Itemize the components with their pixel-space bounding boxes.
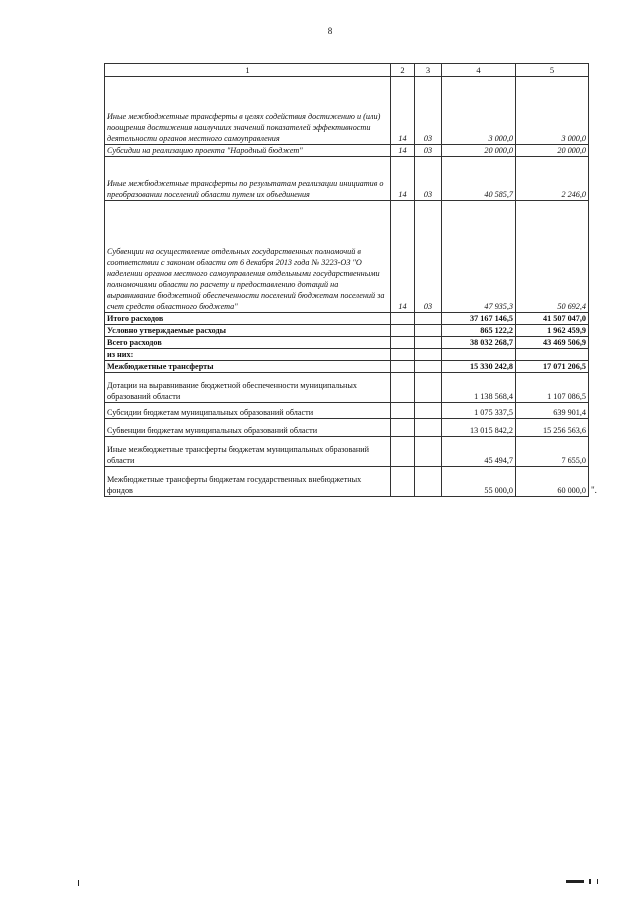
- row-value-year1: 38 032 268,7: [442, 337, 516, 349]
- row-description: Межбюджетные трансферты бюджетам государственных внебюджетных фондов: [105, 467, 391, 497]
- table-row: [105, 467, 589, 497]
- scan-mark: [78, 880, 79, 886]
- row-description: Межбюджетные трансферты: [105, 361, 391, 373]
- row-subsection-code: [415, 361, 442, 373]
- header-cell: 4: [442, 64, 516, 77]
- row-description: Всего расходов: [105, 337, 391, 349]
- table-header-row: [105, 64, 589, 77]
- row-subsection-code: [415, 437, 442, 467]
- row-value-year1: 55 000,0: [442, 467, 516, 497]
- row-value-year1: 865 122,2: [442, 325, 516, 337]
- row-description: Иные межбюджетные трансферты по результатам реализации инициатив о преобразовании поселений области путем их объединения: [105, 157, 391, 201]
- row-section-code: [391, 313, 415, 325]
- row-section-code: [391, 419, 415, 437]
- row-section-code: [391, 467, 415, 497]
- row-value-year2: 7 655,0: [516, 437, 589, 467]
- row-value-year2: 60 000,0: [516, 467, 589, 497]
- budget-table: [104, 63, 589, 497]
- row-value-year2: 3 000,0: [516, 77, 589, 145]
- row-subsection-code: [415, 337, 442, 349]
- row-section-code: 14: [391, 157, 415, 201]
- row-description: Дотации на выравнивание бюджетной обеспеченности муниципальных образований области: [105, 373, 391, 403]
- row-description: Условно утверждаемые расходы: [105, 325, 391, 337]
- row-subsection-code: [415, 467, 442, 497]
- table-row: [105, 361, 589, 373]
- row-description: Субсидии бюджетам муниципальных образований области: [105, 403, 391, 419]
- table-row: [105, 157, 589, 201]
- table-row: [105, 145, 589, 157]
- scan-mark: [589, 879, 591, 884]
- closing-quote-mark: ".: [591, 485, 597, 495]
- row-value-year1: 15 330 242,8: [442, 361, 516, 373]
- page-number: 8: [327, 26, 333, 36]
- row-description: из них:: [105, 349, 391, 361]
- row-value-year2: 43 469 506,9: [516, 337, 589, 349]
- row-description: Субсидии на реализацию проекта "Народный бюджет": [105, 145, 391, 157]
- row-description: Иные межбюджетные трансферты в целях содействия достижению и (или) поощрения достижения наилучших значений показателей эффективности деятельности органов местного самоуправления: [105, 77, 391, 145]
- row-section-code: [391, 373, 415, 403]
- row-subsection-code: 03: [415, 157, 442, 201]
- row-subsection-code: 03: [415, 201, 442, 313]
- row-description: Итого расходов: [105, 313, 391, 325]
- header-cell: 2: [391, 64, 415, 77]
- row-value-year1: 47 935,3: [442, 201, 516, 313]
- row-description: Иные межбюджетные трансферты бюджетам муниципальных образований области: [105, 437, 391, 467]
- row-subsection-code: 03: [415, 145, 442, 157]
- row-section-code: [391, 437, 415, 467]
- row-subsection-code: [415, 403, 442, 419]
- row-subsection-code: [415, 419, 442, 437]
- scan-mark: [566, 880, 584, 883]
- row-section-code: [391, 361, 415, 373]
- row-section-code: [391, 337, 415, 349]
- row-value-year2: 50 692,4: [516, 201, 589, 313]
- row-value-year2: 15 256 563,6: [516, 419, 589, 437]
- row-value-year1: 1 138 568,4: [442, 373, 516, 403]
- row-section-code: 14: [391, 201, 415, 313]
- row-value-year2: 1 962 459,9: [516, 325, 589, 337]
- table-row: [105, 403, 589, 419]
- row-value-year2: [516, 349, 589, 361]
- row-value-year1: 45 494,7: [442, 437, 516, 467]
- row-section-code: 14: [391, 77, 415, 145]
- table-row: [105, 77, 589, 145]
- row-description: Субвенции бюджетам муниципальных образований области: [105, 419, 391, 437]
- table-row: [105, 337, 589, 349]
- row-section-code: 14: [391, 145, 415, 157]
- row-value-year1: 37 167 146,5: [442, 313, 516, 325]
- row-value-year1: [442, 349, 516, 361]
- table-row: [105, 325, 589, 337]
- row-section-code: [391, 349, 415, 361]
- table-row: [105, 419, 589, 437]
- row-value-year1: 1 075 337,5: [442, 403, 516, 419]
- header-cell: 1: [105, 64, 391, 77]
- row-subsection-code: 03: [415, 77, 442, 145]
- row-value-year2: 639 901,4: [516, 403, 589, 419]
- header-cell: 5: [516, 64, 589, 77]
- row-value-year1: 20 000,0: [442, 145, 516, 157]
- table-row: [105, 349, 589, 361]
- row-value-year2: 17 071 206,5: [516, 361, 589, 373]
- scan-mark: [597, 879, 598, 884]
- row-subsection-code: [415, 349, 442, 361]
- row-value-year1: 13 015 842,2: [442, 419, 516, 437]
- row-subsection-code: [415, 325, 442, 337]
- row-value-year1: 40 585,7: [442, 157, 516, 201]
- row-value-year2: 41 507 047,0: [516, 313, 589, 325]
- table-row: [105, 201, 589, 313]
- row-subsection-code: [415, 373, 442, 403]
- row-description: Субвенции на осуществление отдельных государственных полномочий в соответствии с законом области от 6 декабря 2013 года № 3223-ОЗ "О наделении органов местного самоуправления отдельными государственными полномочиями области по расчету и предоставлению дотаций на выравнивание бюджетной обеспеченности поселений бюджетам поселений за счет средств областного бюджета": [105, 201, 391, 313]
- row-value-year2: 1 107 086,5: [516, 373, 589, 403]
- row-section-code: [391, 403, 415, 419]
- row-subsection-code: [415, 313, 442, 325]
- row-section-code: [391, 325, 415, 337]
- row-value-year2: 20 000,0: [516, 145, 589, 157]
- table-row: [105, 373, 589, 403]
- table-row: [105, 313, 589, 325]
- header-cell: 3: [415, 64, 442, 77]
- table-row: [105, 437, 589, 467]
- row-value-year1: 3 000,0: [442, 77, 516, 145]
- row-value-year2: 2 246,0: [516, 157, 589, 201]
